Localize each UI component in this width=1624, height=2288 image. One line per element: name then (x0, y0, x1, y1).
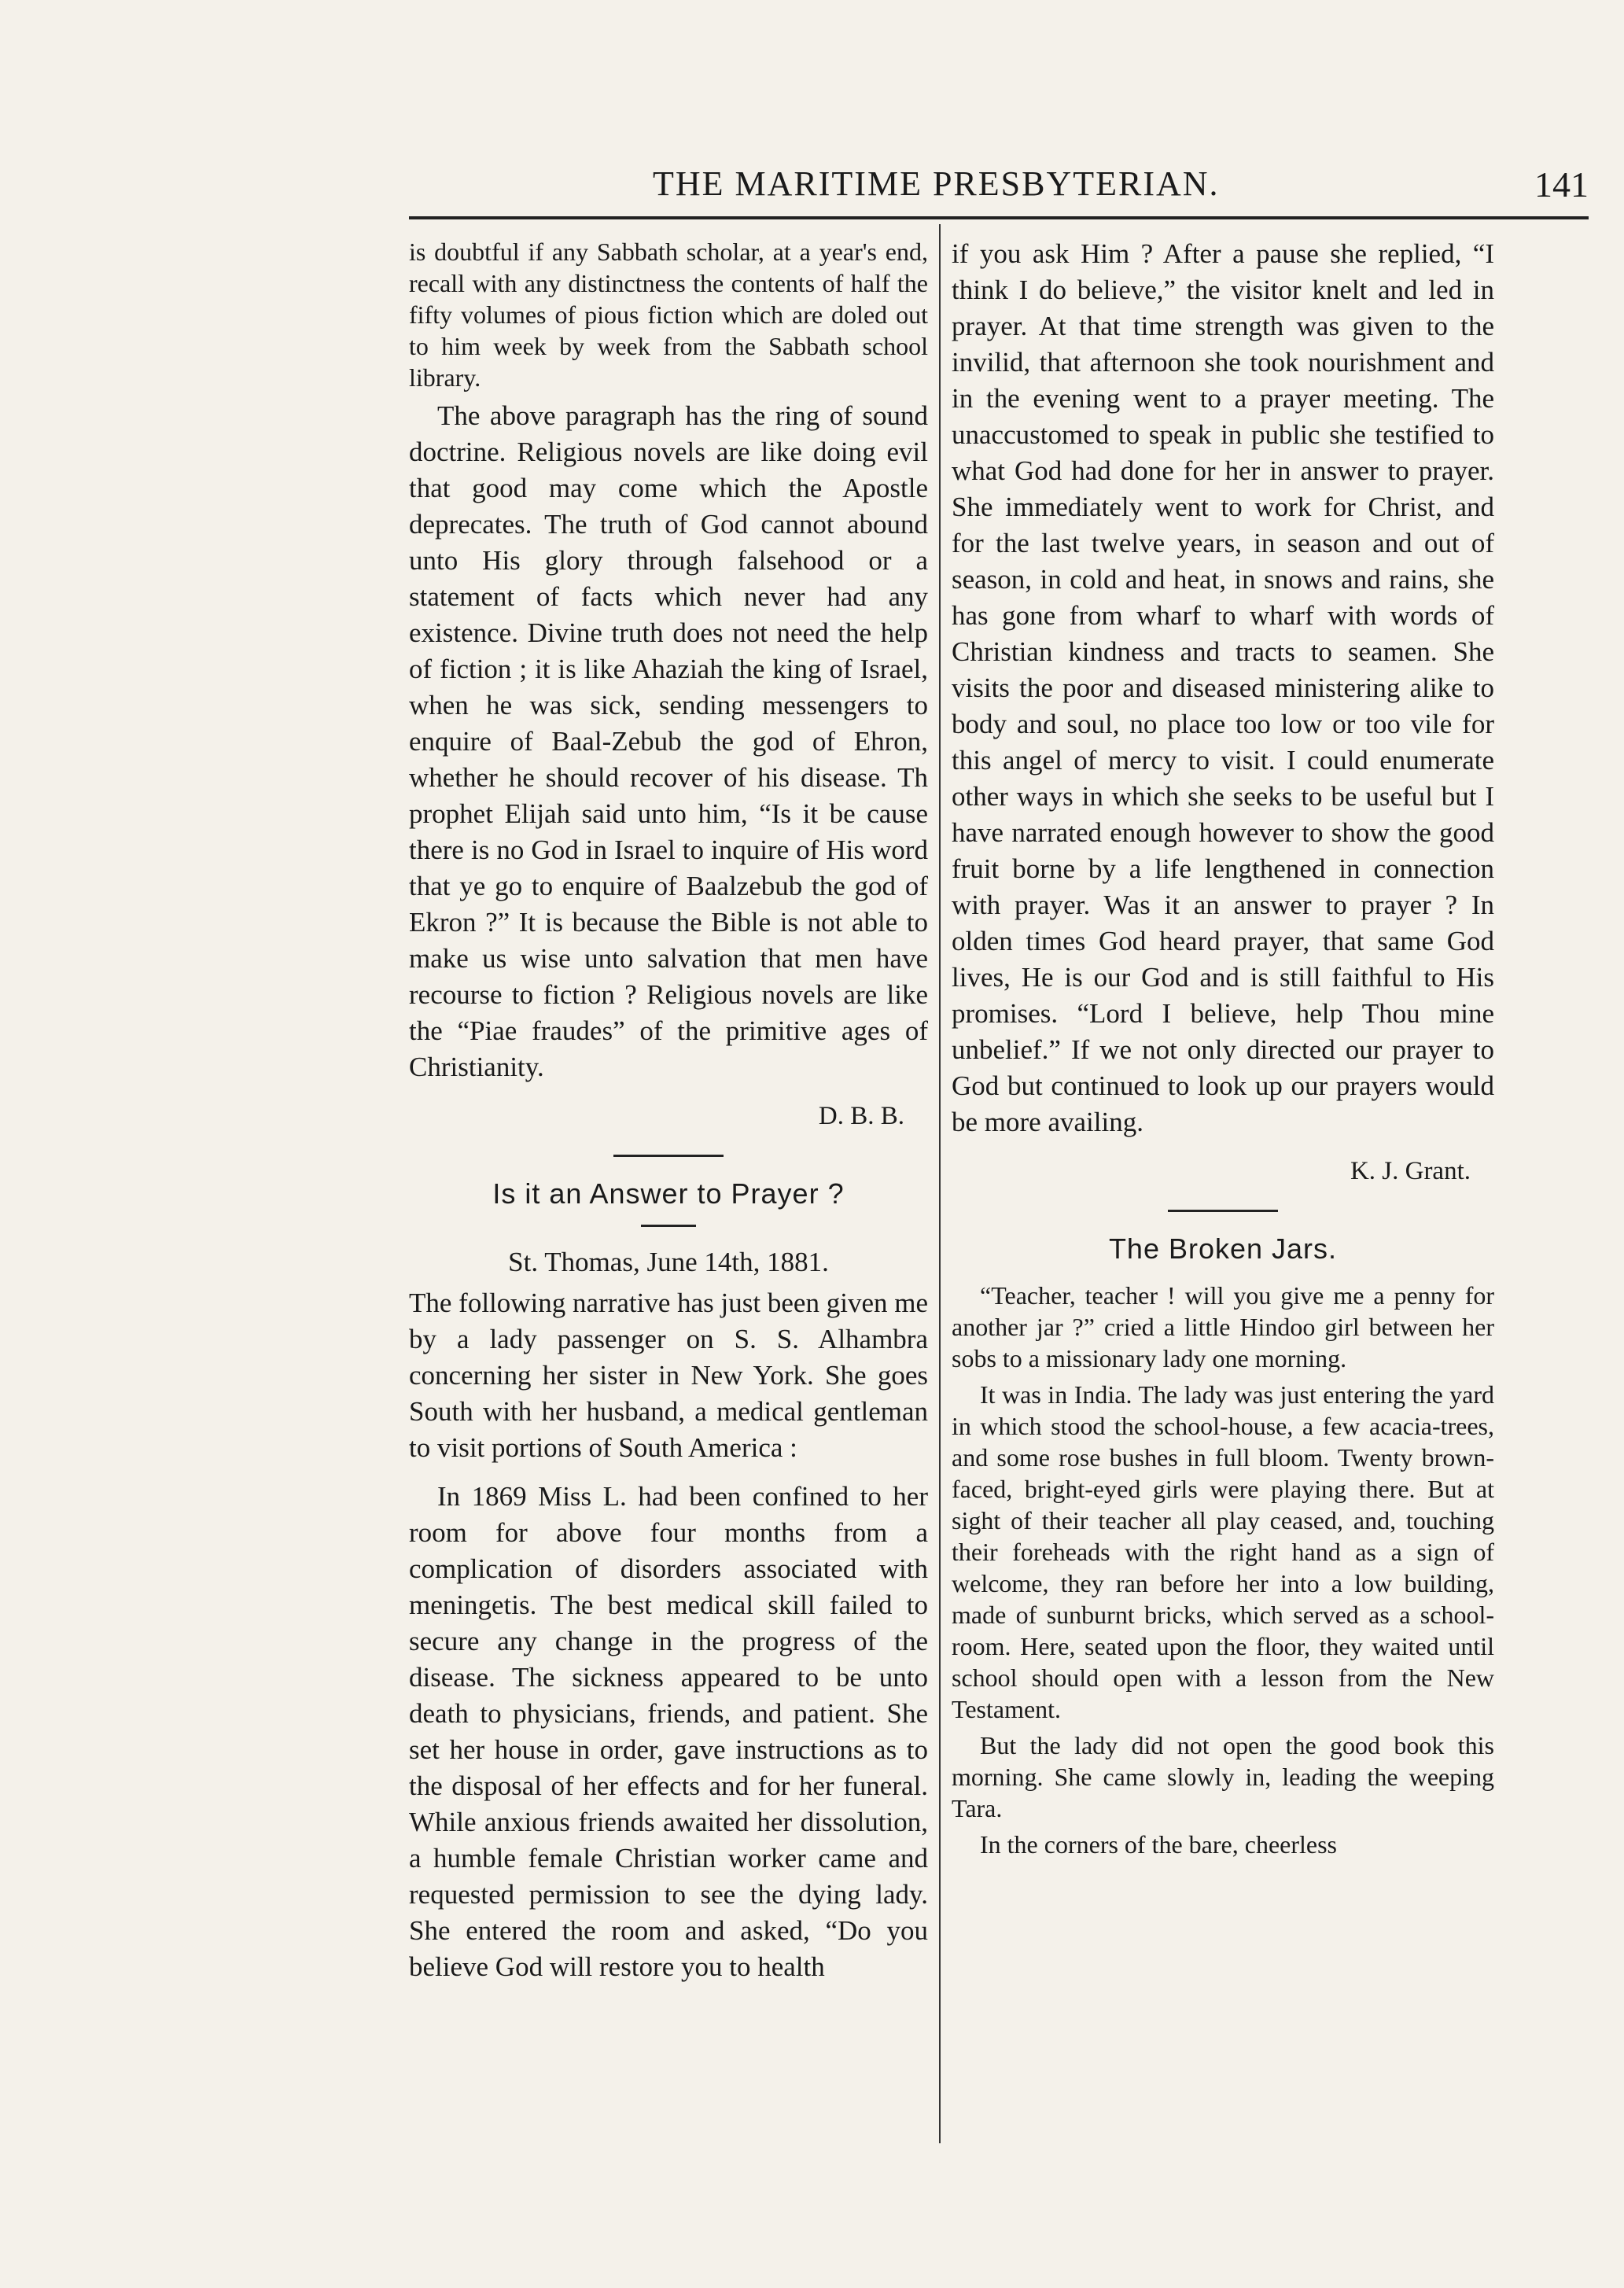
paragraph-sabbath-scholar: is doubtful if any Sabbath scholar, at a year's end, recall with any distinctness the contents of half the fifty volumes of pious fiction which are doled out to him week by week from the Sabbath school library. (409, 238, 928, 392)
column-divider (939, 224, 941, 2143)
heading-rule (641, 1225, 696, 1227)
paragraph-prayer-answered: if you ask Him ? After a pause she replied, “I think I do believe,” the visitor knelt and led in prayer. At that time strength was given to the invilid, that afternoon she took nourishment and in the evening went to a prayer meeting. The unaccustomed to speak in public she testified to what God had done for her in answer to prayer. She immediately went to work for Christ, and for the last twelve years, in season and out of season, in cold and heat, in snows and rains, she has gone from wharf to wharf with words of Christian kindness and tracts to seamen. She visits the poor and diseased ministering alike to body and soul, no place too low or too vile for this angel of mercy to visit. I could enumerate other ways in which she seeks to be useful but I have narrated enough however to show the good fruit borne by a life lengthened in connection with prayer. Was it an answer to prayer ? In olden times God heard prayer, that same God lives, He is our God and is still faithful to His promises. “Lord I believe, help Thou mine unbelief.” If we not only directed our prayer to God but continued to look up our prayers would be more availing. (952, 238, 1494, 1137)
header-rule (409, 216, 1589, 219)
left-column (409, 236, 928, 2139)
publication-title: THE MARITIME PRESBYTERIAN. (653, 164, 1220, 203)
section-rule (1168, 1210, 1278, 1212)
page-number: 141 (1534, 164, 1589, 204)
signature-dbb: D. B. B. (818, 1102, 904, 1130)
article-heading-broken-jars: The Broken Jars. (1108, 1232, 1338, 1265)
article-heading-answer-to-prayer: Is it an Answer to Prayer ? (492, 1177, 845, 1210)
section-rule (613, 1155, 724, 1157)
right-column (952, 236, 1494, 2139)
signature-grant: K. J. Grant. (1350, 1157, 1471, 1185)
paragraph-sound-doctrine: The above paragraph has the ring of sound doctrine. Religious novels are like doing evil that good may come which the Apostle deprecates. The truth of God cannot abound unto His glory through falsehood or a statement of facts which never had any existence. Divine truth does not need the help of fiction ; it is like Ahaziah the king of Israel, when he was sick, sending messengers to enquire of Baal-Zebub the god of Ehron, whether he should recover of his disease. Th prophet Elijah said unto him, “Is it be cause there is no God in Israel to inquire of His word that ye go to enquire of Baalzebub the god of Ekron ?” It is because the Bible is not able to make us wise unto salvation that men have recourse to fiction ? Religious novels are like the “Piae fraudes” of the primitive ages of Christianity. (409, 400, 928, 1082)
paragraph-corners: In the corners of the bare, cheerless (980, 1830, 1337, 1859)
page-header (409, 157, 1589, 212)
paragraph-good-book: But the lady did not open the good book this morning. She came slowly in, leading the weeping Tara. (952, 1731, 1494, 1822)
paragraph-teacher: “Teacher, teacher ! will you give me a penny for another jar ?” cried a little Hindoo girl between her sobs to a missionary lady one morning. (952, 1281, 1494, 1372)
dateline: St. Thomas, June 14th, 1881. (508, 1247, 829, 1277)
paragraph-miss-l: In 1869 Miss L. had been confined to her room for above four months from a complication of disorders associated with meningetis. The best medical skill failed to secure any change in the progress of the disease. The sickness appeared to be unto death to physicians, friends, and patient. She set her house in order, gave instructions as to the disposal of her effects and for her funeral. While anxious friends awaited her dissolution, a humble female Christian worker came and requested permission to see the dying lady. She entered the room and asked, “Do you believe God will restore you to health (409, 1481, 928, 1982)
paragraph-india: It was in India. The lady was just entering the yard in which stood the school-house, a few acacia-trees, and some rose bushes in full bloom. Twenty brown-faced, bright-eyed girls were playing there. But at sight of their teacher all play ceased, and, touching their foreheads with the right hand as a sign of welcome, they ran before her into a low building, made of sunburnt bricks, which served as a school-room. Here, seated upon the floor, they waited until school should open with a lesson from the New Testament. (952, 1380, 1494, 1723)
paragraph-narrative-intro: The following narrative has just been given me by a lady passenger on S. S. Alhambra concerning her sister in New York. She goes South with her husband, a medical gentleman to visit portions of South America : (409, 1288, 928, 1463)
